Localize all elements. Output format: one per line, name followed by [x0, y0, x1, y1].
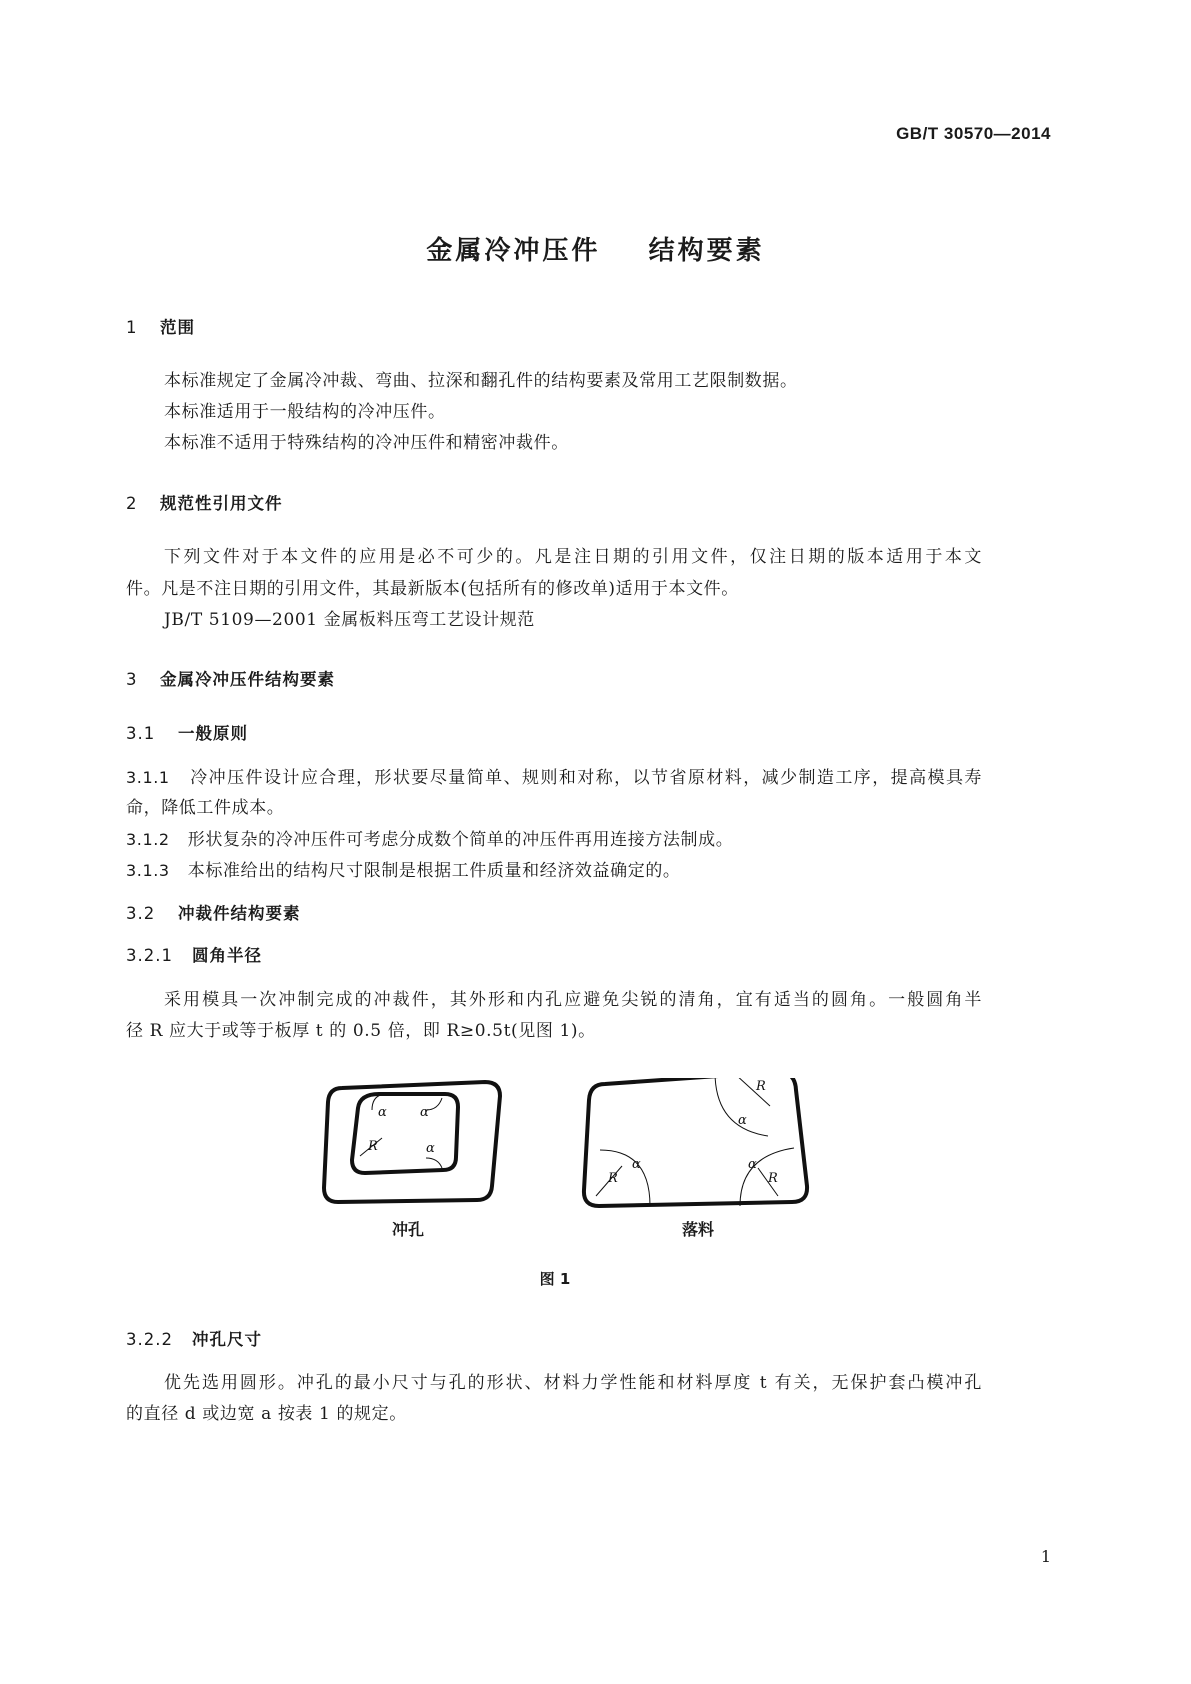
alpha-label: α [632, 1157, 641, 1172]
section-1-heading [126, 314, 195, 338]
clause-number: 3.1.3 [126, 861, 170, 880]
radius-label: R [756, 1079, 766, 1094]
s3-2-1-paragraph-line-1: 采用模具一次冲制完成的冲裁件，其外形和内孔应避免尖锐的清角，宜有适当的圆角。一般圆角半 [164, 990, 982, 1010]
figure-label-blanking: 落料 [682, 1220, 715, 1239]
radius-label: R [608, 1171, 618, 1186]
clause-3-1-3 [126, 855, 681, 887]
alpha-label: α [426, 1141, 435, 1156]
s3-2-2-paragraph-line-2: 的直径 d 或边宽 a 按表 1 的规定。 [126, 1404, 407, 1424]
section-2-heading [126, 490, 283, 514]
clause-3-1-2 [126, 824, 733, 856]
section-3-2-2-heading [126, 1326, 262, 1350]
clause-3-1-1-line-1 [126, 762, 982, 794]
section-3-2-1-heading [126, 942, 262, 966]
section-number: 3 [126, 670, 138, 689]
section-title: 圆角半径 [192, 946, 262, 965]
alpha-label: α [748, 1157, 757, 1172]
page-number: 1 [1040, 1547, 1051, 1566]
section-number: 3.2.1 [126, 946, 173, 965]
s2-paragraph-line-2: 件。凡是不注日期的引用文件，其最新版本(包括所有的修改单)适用于本文件。 [126, 579, 739, 599]
section-3-heading [126, 666, 335, 690]
radius-label: R [368, 1139, 378, 1154]
figure-label-punching: 冲孔 [392, 1220, 425, 1239]
s3-2-1-paragraph-line-2: 径 R 应大于或等于板厚 t 的 0.5 倍，即 R≥0.5t(见图 1)。 [126, 1021, 596, 1041]
section-3-2-heading [126, 900, 301, 924]
section-title: 规范性引用文件 [160, 494, 283, 513]
standard-code: GB/T 30570—2014 [896, 124, 1051, 143]
punch-outer-outline [324, 1082, 500, 1202]
section-title: 范围 [160, 318, 195, 337]
normative-reference: JB/T 5109—2001 金属板料压弯工艺设计规范 [164, 610, 535, 630]
section-number: 2 [126, 494, 138, 513]
section-number: 3.1 [126, 724, 156, 743]
alpha-label: α [738, 1113, 747, 1128]
section-number: 3.2 [126, 904, 156, 923]
figure-caption: 图 1 [539, 1270, 571, 1288]
section-title: 一般原则 [178, 724, 248, 743]
clause-number: 3.1.1 [126, 768, 170, 787]
s1-paragraph-1: 本标准规定了金属冷冲裁、弯曲、拉深和翻孔件的结构要素及常用工艺限制数据。 [164, 371, 798, 391]
clause-text: 冷冲压件设计应合理，形状要尽量简单、规则和对称，以节省原材料，减少制造工序，提高模具寿 [190, 768, 982, 788]
section-number: 3.2.2 [126, 1330, 173, 1349]
s1-paragraph-3: 本标准不适用于特殊结构的冷冲压件和精密冲裁件。 [164, 433, 569, 453]
alpha-label: α [378, 1105, 387, 1120]
punch-inner-hole [352, 1094, 458, 1173]
s3-2-2-paragraph-line-1: 优先选用圆形。冲孔的最小尺寸与孔的形状、材料力学性能和材料厚度 t 有关，无保护套凸模冲孔 [164, 1373, 982, 1393]
clause-3-1-1-line-2: 命，降低工件成本。 [126, 798, 285, 818]
section-number: 1 [126, 318, 138, 337]
clause-text: 形状复杂的冷冲压件可考虑分成数个简单的冲压件再用连接方法制成。 [187, 830, 734, 850]
blank-outline [584, 1078, 807, 1206]
section-title: 冲孔尺寸 [192, 1330, 262, 1349]
alpha-label: α [420, 1105, 429, 1120]
section-title: 冲裁件结构要素 [178, 904, 301, 923]
radius-label: R [768, 1171, 778, 1186]
clause-text: 本标准给出的结构尺寸限制是根据工件质量和经济效益确定的。 [187, 861, 681, 881]
clause-number: 3.1.2 [126, 830, 170, 849]
s1-paragraph-2: 本标准适用于一般结构的冷冲压件。 [164, 402, 446, 422]
s2-paragraph-line-1: 下列文件对于本文件的应用是必不可少的。凡是注日期的引用文件，仅注日期的版本适用于本文 [164, 547, 982, 567]
section-title: 金属冷冲压件结构要素 [160, 670, 335, 689]
section-3-1-heading [126, 720, 248, 744]
document-title: 金属冷冲压件 结构要素 [426, 236, 765, 266]
